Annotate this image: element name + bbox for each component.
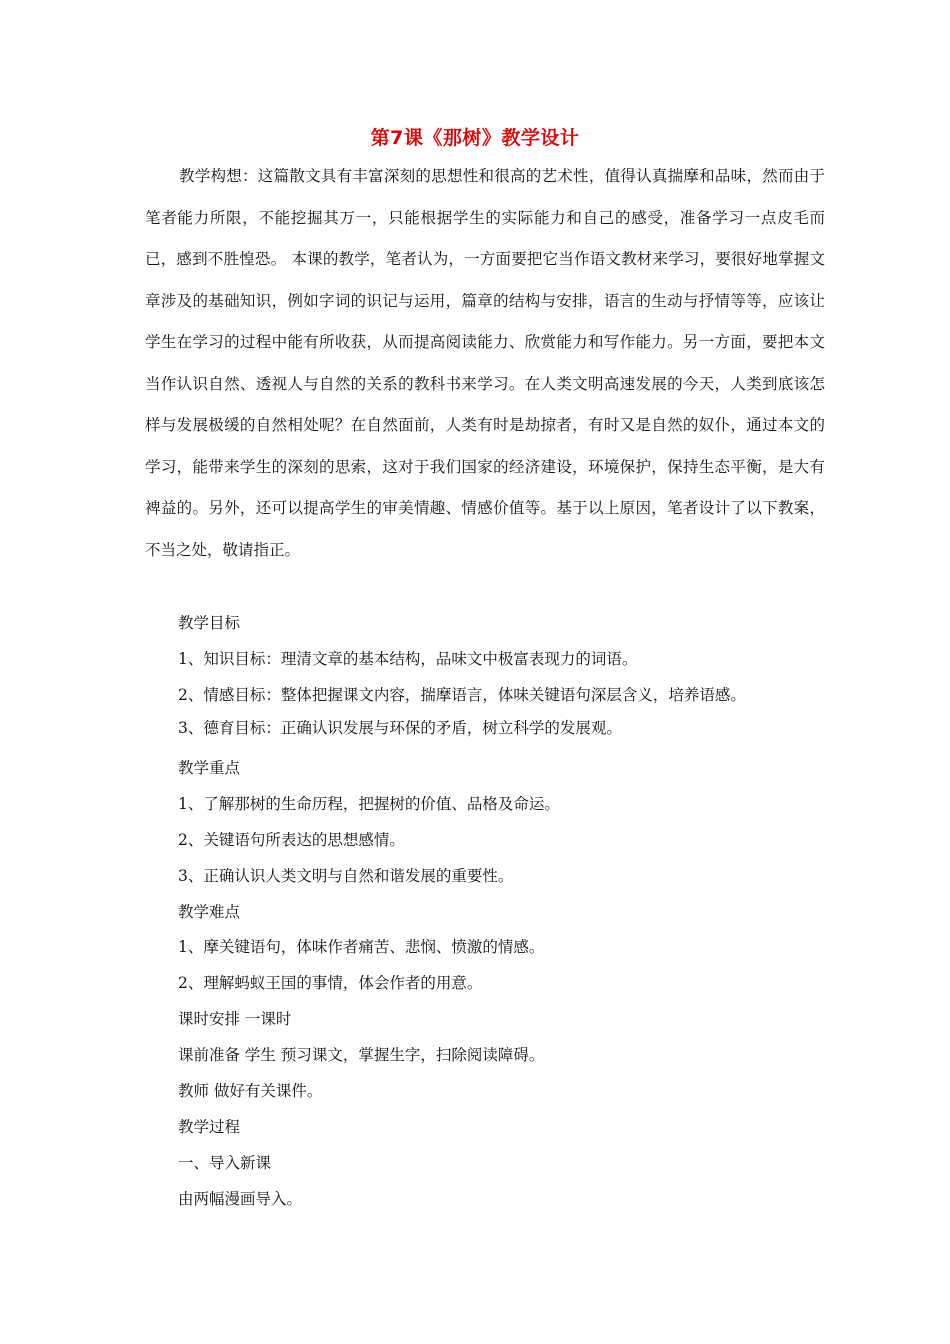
heading-key-points: 教学重点 — [178, 759, 241, 777]
step-1-heading: 一、导入新课 — [178, 1154, 272, 1172]
goal-knowledge: 1、知识目标：理清文章的基本结构，品味文中极富表现力的词语。 — [178, 650, 638, 668]
key-point-1: 1、了解那树的生命历程，把握树的价值、品格及命运。 — [178, 795, 560, 813]
goal-moral: 3、德育目标：正确认识发展与环保的矛盾，树立科学的发展观。 — [178, 719, 622, 737]
step-1-text: 由两幅漫画导入。 — [178, 1190, 303, 1208]
key-point-3: 3、正确认识人类文明与自然和谐发展的重要性。 — [178, 867, 514, 885]
difficulty-2: 2、理解蚂蚁王国的事情，体会作者的用意。 — [178, 974, 483, 992]
heading-teaching-goals: 教学目标 — [178, 614, 241, 632]
student-prep-line: 课前准备 学生 预习课文，掌握生字，扫除阅读障碍。 — [178, 1046, 545, 1064]
goal-emotion: 2、情感目标：整体把握课文内容，揣摩语言，体味关键语句深层含义，培养语感。 — [178, 686, 746, 704]
heading-difficulties: 教学难点 — [178, 903, 241, 921]
document-title: 第7课《那树》教学设计 — [370, 127, 580, 149]
teacher-prep-line: 教师 做好有关课件。 — [178, 1082, 323, 1100]
heading-process: 教学过程 — [178, 1118, 241, 1136]
schedule-line: 课时安排 一课时 — [178, 1010, 292, 1028]
difficulty-1: 1、摩关键语句，体味作者痛苦、悲悯、愤激的情感。 — [178, 938, 545, 956]
key-point-2: 2、关键语句所表达的思想感情。 — [178, 831, 405, 849]
intro-paragraph: 教学构想：这篇散文具有丰富深刻的思想性和很高的艺术性，值得认真揣摩和品味，然而由于笔者能力所限，不能挖掘其万一，只能根据学生的实际能力和自己的感受，准备学习一点皮毛而已，感到不胜惶恐。 本课的教学，笔者认为，一方面要把它当作语文教材来学习，要很好地掌握文章涉及的基础知识，例如字词的识记与运用，篇章的结构与安排，语言的生动与抒情等等，应该让学生在学习的过程中能有所收获，从而提高阅读能力、欣赏能力和写作能力。另一方面，要把本文当作认识自然、透视人与自然的关系的教科书来学习。在人类文明高速发展的今天，人类到底该怎样与发展极缓的自然相处呢？在自然面前，人类有时是劫掠者，有时又是自然的奴仆，通过本文的学习，能带来学生的深刻的思索，这对于我们国家的经济建设，环境保护，保持生态平衡，是大有裨益的。另外，还可以提高学生的审美情趣、情感价值等。基于以上原因，笔者设计了以下教案，不当之处，敬请指正。 — [145, 167, 825, 559]
